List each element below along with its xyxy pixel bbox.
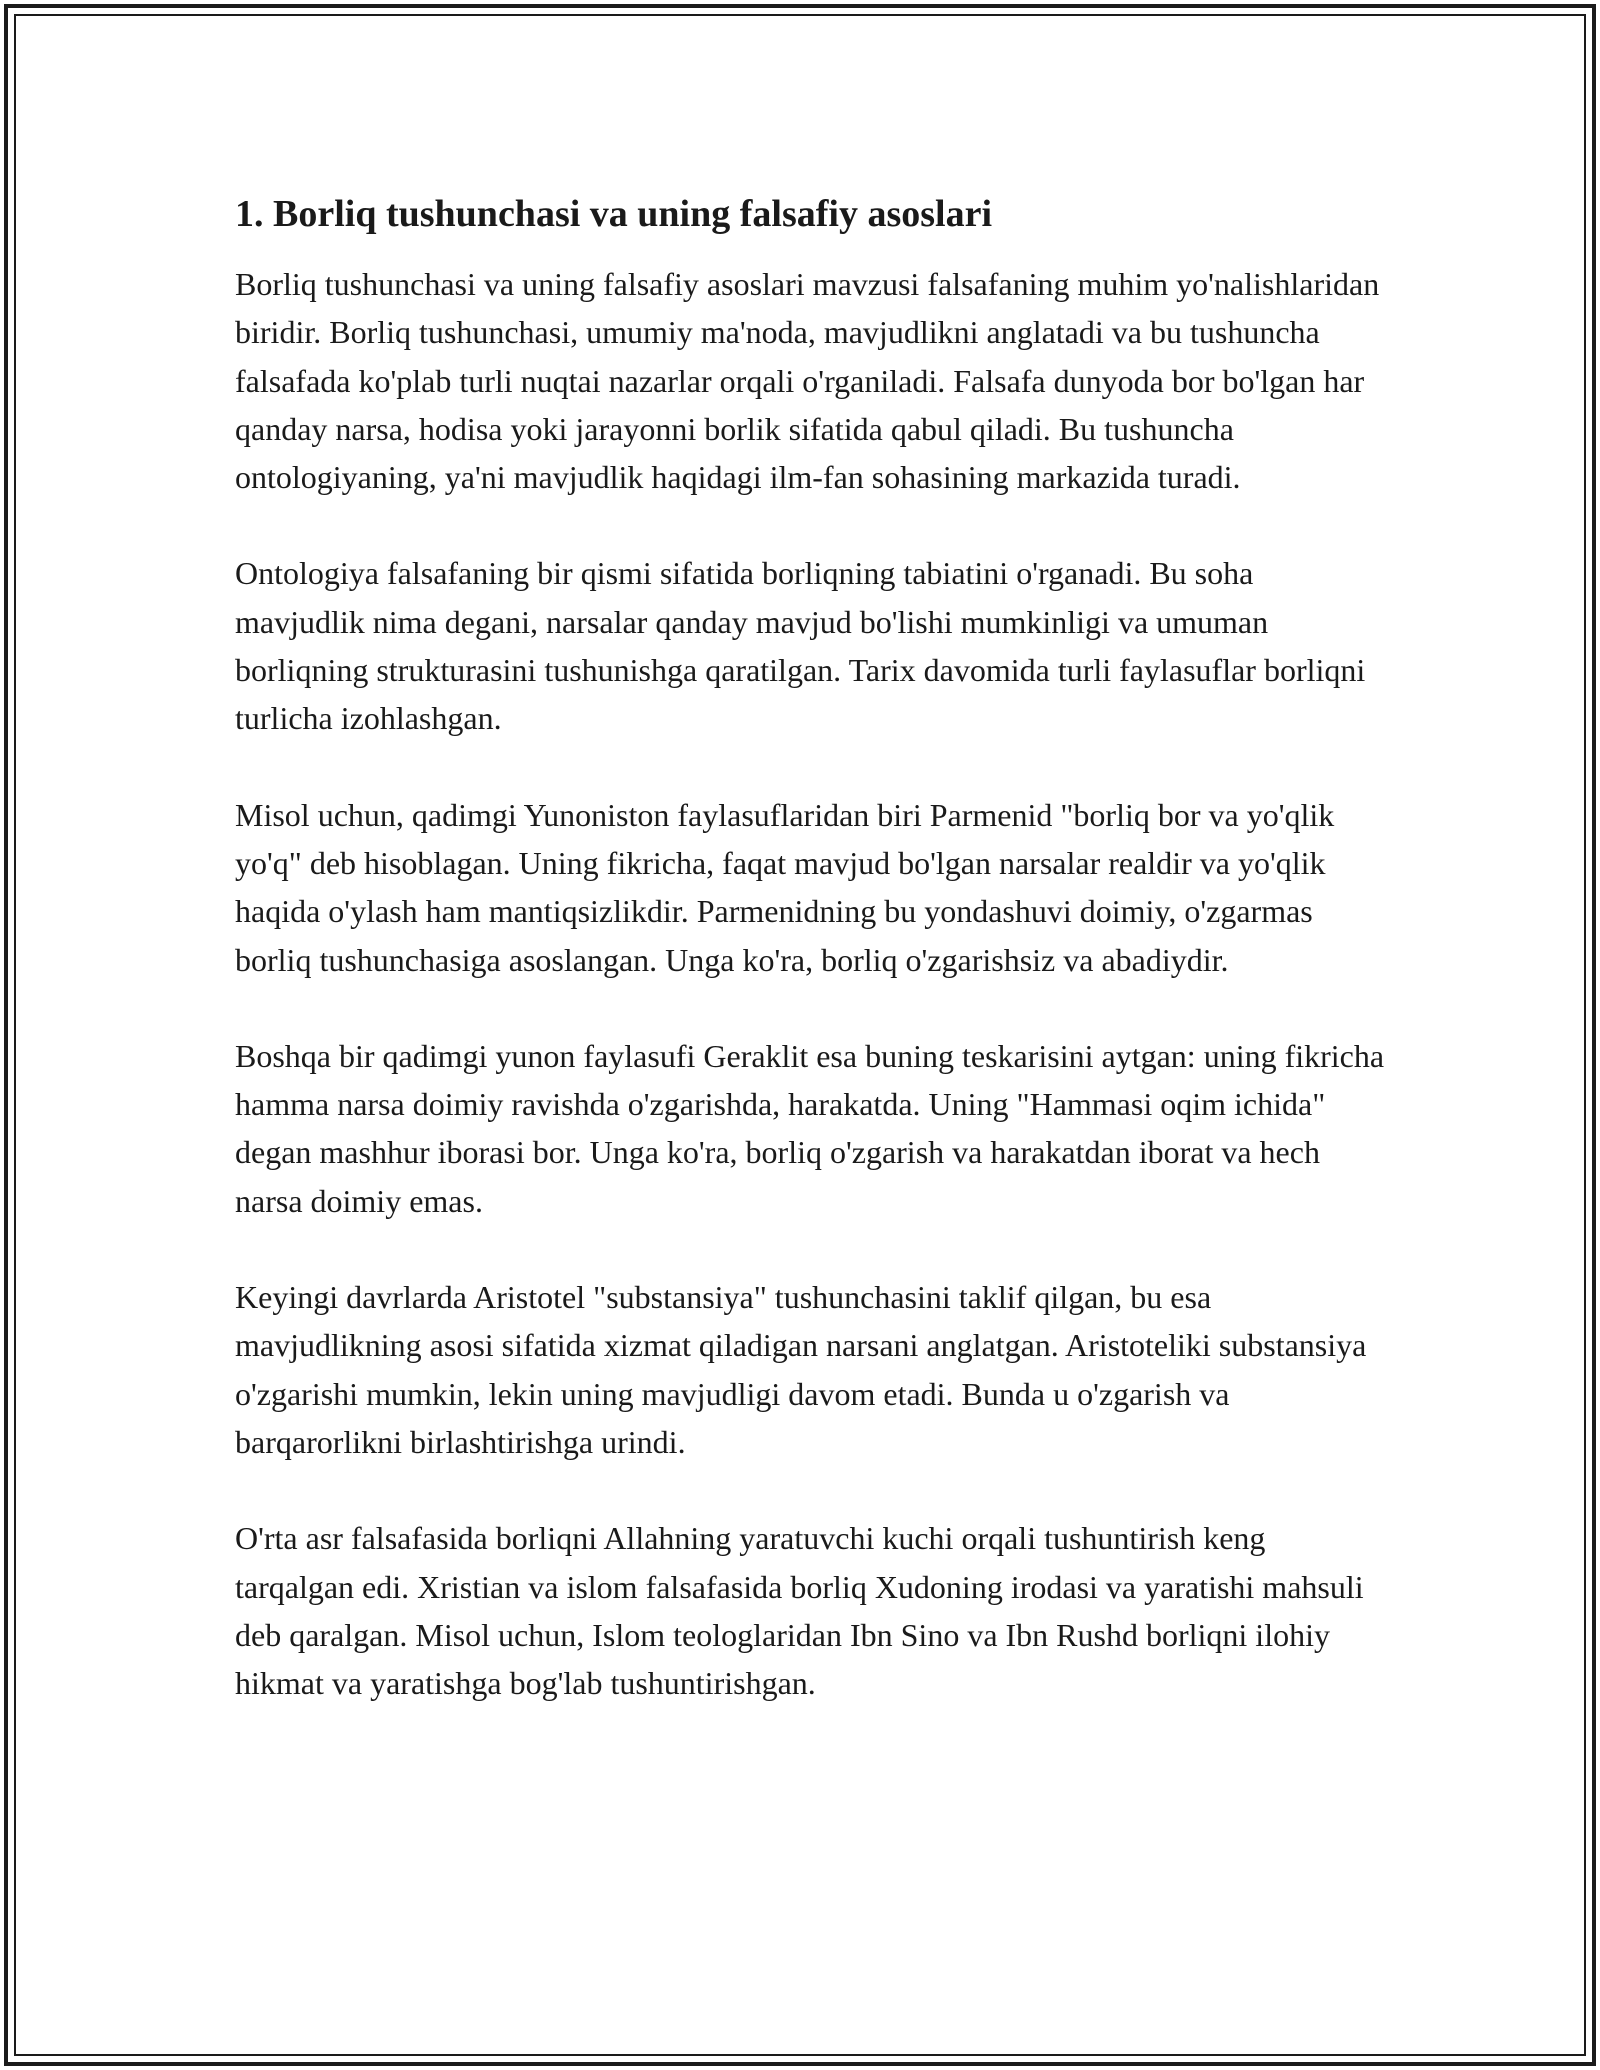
paragraph-6: O'rta asr falsafasida borliqni Allahning yaratuvchi kuchi orqali tushuntirish keng tarqalgan edi. Xristian va islom falsafasida borliq Xudoning irodasi va yaratishi mahsuli deb qaralgan. Misol uchun, Islom teologlaridan Ibn Sino va Ibn Rushd borliqni ilohiy hikmat va yaratishga bog'lab tushuntirishgan. [235, 1520, 1364, 1702]
section-heading: 1. Borliq tushunchasi va uning falsafiy asoslari [235, 193, 993, 235]
paragraph-2: Ontologiya falsafaning bir qismi sifatida borliqning tabiatini o'rganadi. Bu soha mavjudlik nima degani, narsalar qanday mavjud bo'lishi mumkinligi va umuman borliqning strukturasini tushunishga qaratilgan. Tarix davomida turli faylasuflar borliqni turlicha izohlashgan. [235, 555, 1366, 737]
paragraph-1: Borliq tushunchasi va uning falsafiy asoslari mavzusi falsafaning muhim yo'nalishlaridan biridir. Borliq tushunchasi, umumiy ma'noda, mavjudlikni anglatadi va bu tushuncha falsafada ko'plab turli nuqtai nazarlar orqali o'rganiladi. Falsafa dunyoda bor bo'lgan har qanday narsa, hodisa yoki jarayonni borlik sifatida qabul qiladi. Bu tushuncha ontologiyaning, ya'ni mavjudlik haqidagi ilm-fan sohasining markazida turadi. [235, 266, 1380, 496]
body-text [235, 260, 1385, 1707]
paragraph-3: Misol uchun, qadimgi Yunoniston faylasuflaridan biri Parmenid "borliq bor va yo'qlik yo'q" deb hisoblagan. Uning fikricha, faqat mavjud bo'lgan narsalar realdir va yo'qlik haqida o'ylash ham mantiqsizlikdir. Parmenidning bu yondashuvi doimiy, o'zgarmas borliq tushunchasiga asoslangan. Unga ko'ra, borliq o'zgarishsiz va abadiydir. [235, 796, 1335, 978]
paragraph-4: Boshqa bir qadimgi yunon faylasufi Geraklit esa buning teskarisini aytgan: uning fikricha hamma narsa doimiy ravishda o'zgarishda, harakatda. Uning "Hammasi oqim ichida" degan mashhur iborasi bor. Unga ko'ra, borliq o'zgarish va harakatdan iborat va hech narsa doimiy emas. [235, 1037, 1385, 1219]
paragraph-5: Keyingi davrlarda Aristotel "substansiya" tushunchasini taklif qilgan, bu esa mavjudlikning asosi sifatida xizmat qiladigan narsani anglatgan. Aristoteliki substansiya o'zgarishi mumkin, lekin uning mavjudligi davom etadi. Bunda u o'zgarish va barqarorlikni birlashtirishga urindi. [235, 1279, 1367, 1460]
document-content [235, 186, 1385, 1707]
